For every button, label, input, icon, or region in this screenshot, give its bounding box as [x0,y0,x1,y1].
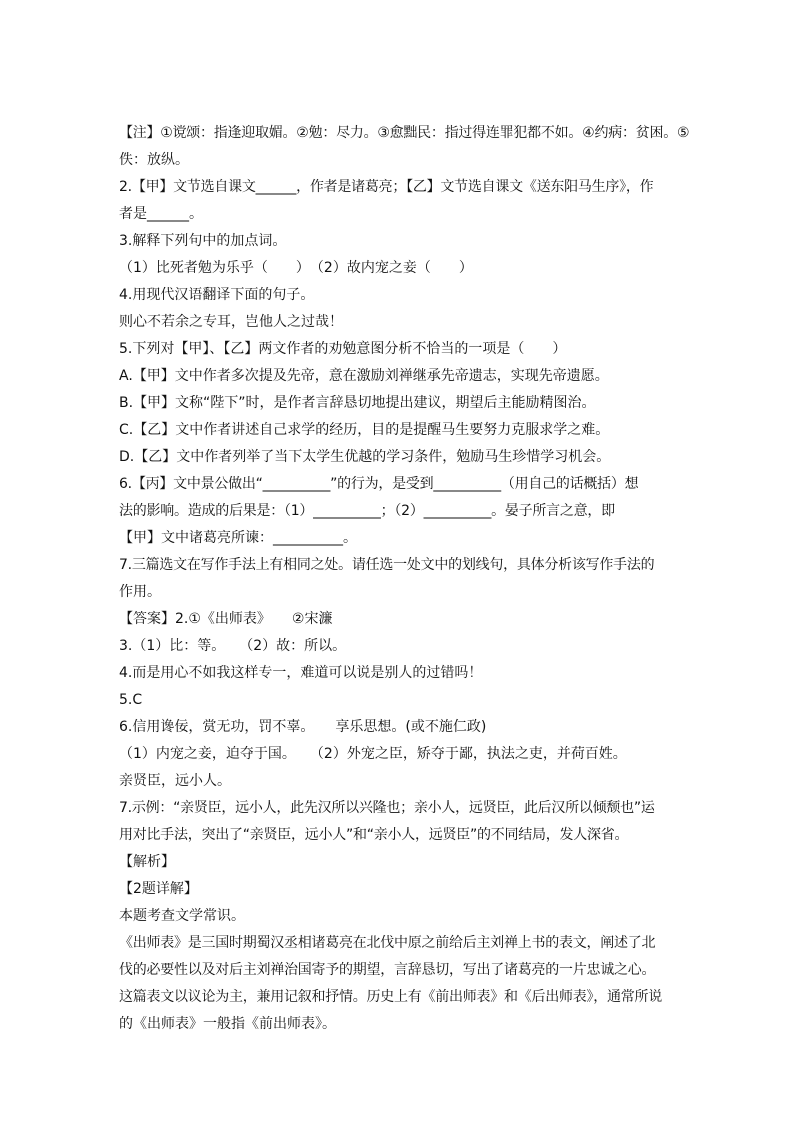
question-4-line-2: 则心不若余之专耳，岂他人之过哉！ [119,314,343,330]
document-body [119,120,690,1038]
question-7-line-2: 作用。 [119,584,161,600]
analysis-q2-line-2: 《出师表》是三国时期蜀汉丞相诸葛亮在北伐中原之前给后主刘禅上书的表文，阐述了北 [119,935,656,951]
answer-3-line: 3.（1）比：等。 （2）故：所以。 [119,638,347,654]
question-2-line-2: 者是______。 [119,206,203,222]
answer-6-line-2: （1）内宠之妾，迫夺于国。 （2）外宠之臣，矫夺于鄙，执法之吏，并荷百姓。 [119,746,627,762]
answer-heading-line: 【答案】2.①《出师表》 ②宋濂 [119,611,333,627]
question-3-line-2: （1）比死者勉为乐乎（ ） （2）故内宠之妾（ ） [119,260,473,276]
analysis-q2-heading: 【2题详解】 [119,881,198,897]
question-6-line-1: 6.【丙】文中景公做出“__________”的行为，是受到__________（用自己的话概括）想 [119,476,639,492]
answer-6-line-1: 6.信用谗佞，赏无功，罚不辜。 享乐思想。(或不施仁政) [119,719,487,735]
answer-5-line: 5.C [119,692,143,708]
note-line-2: 佚：放纵。 [119,152,189,168]
analysis-q2-line-5: 的《出师表》一般指《前出师表》。 [119,1016,336,1032]
question-3-line-1: 3.解释下列句中的加点词。 [119,233,287,249]
question-5-stem: 5.下列对【甲】、【乙】两文作者的劝勉意图分析不恰当的一项是（ ） [119,341,567,357]
question-4-line-1: 4.用现代汉语翻译下面的句子。 [119,287,315,303]
question-5-option-a: A.【甲】文中作者多次提及先帝，意在激励刘禅继承先帝遗志，实现先帝遗愿。 [119,368,609,384]
question-6-line-2: 法的影响。造成的后果是：（1）__________；（2）__________。晏子所言之意，即 [119,503,615,519]
question-6-line-3: 【甲】文中诸葛亮所谏：__________。 [119,530,357,546]
note-line-1: 【注】①谠颂：指逢迎取媚。②勉：尽力。③愈黜民：指过得连罪犯都不如。④约病：贫困。⑤ [119,125,690,141]
answer-7-line-2: 用对比手法，突出了“亲贤臣，远小人”和“亲小人，远贤臣”的不同结局，发人深省。 [119,827,629,843]
question-7-line-1: 7.三篇选文在写作手法上有相同之处。请任选一处文中的划线句，具体分析该写作手法的 [119,557,655,573]
analysis-q2-line-1: 本题考查文学常识。 [119,908,245,924]
question-5-option-d: D.【乙】文中作者列举了当下太学生优越的学习条件，勉励马生珍惜学习机会。 [119,449,611,465]
answer-4-line: 4.而是用心不如我这样专一，难道可以说是别人的过错吗！ [119,665,483,681]
analysis-heading: 【解析】 [119,854,175,870]
question-2-line-1: 2.【甲】文节选自课文______，作者是诸葛亮；【乙】文节选自课文《送东阳马生序》，作 [119,179,654,195]
question-5-option-c: C.【乙】文中作者讲述自己求学的经历，目的是提醒马生要努力克服求学之难。 [119,422,610,438]
answer-6-line-3: 亲贤臣，远小人。 [119,773,231,789]
analysis-q2-line-4: 这篇表文以议论为主，兼用记叙和抒情。历史上有《前出师表》和《后出师表》，通常所说 [119,989,662,1005]
answer-7-line-1: 7.示例：“亲贤臣，远小人，此先汉所以兴隆也；亲小人，远贤臣，此后汉所以倾颓也”运 [119,800,655,816]
question-5-option-b: B.【甲】文称“陛下”时，是作者言辞恳切地提出建议，期望后主能励精图治。 [119,395,596,411]
analysis-q2-line-3: 伐的必要性以及对后主刘禅治国寄予的期望，言辞恳切，写出了诸葛亮的一片忠诚之心。 [119,962,656,978]
